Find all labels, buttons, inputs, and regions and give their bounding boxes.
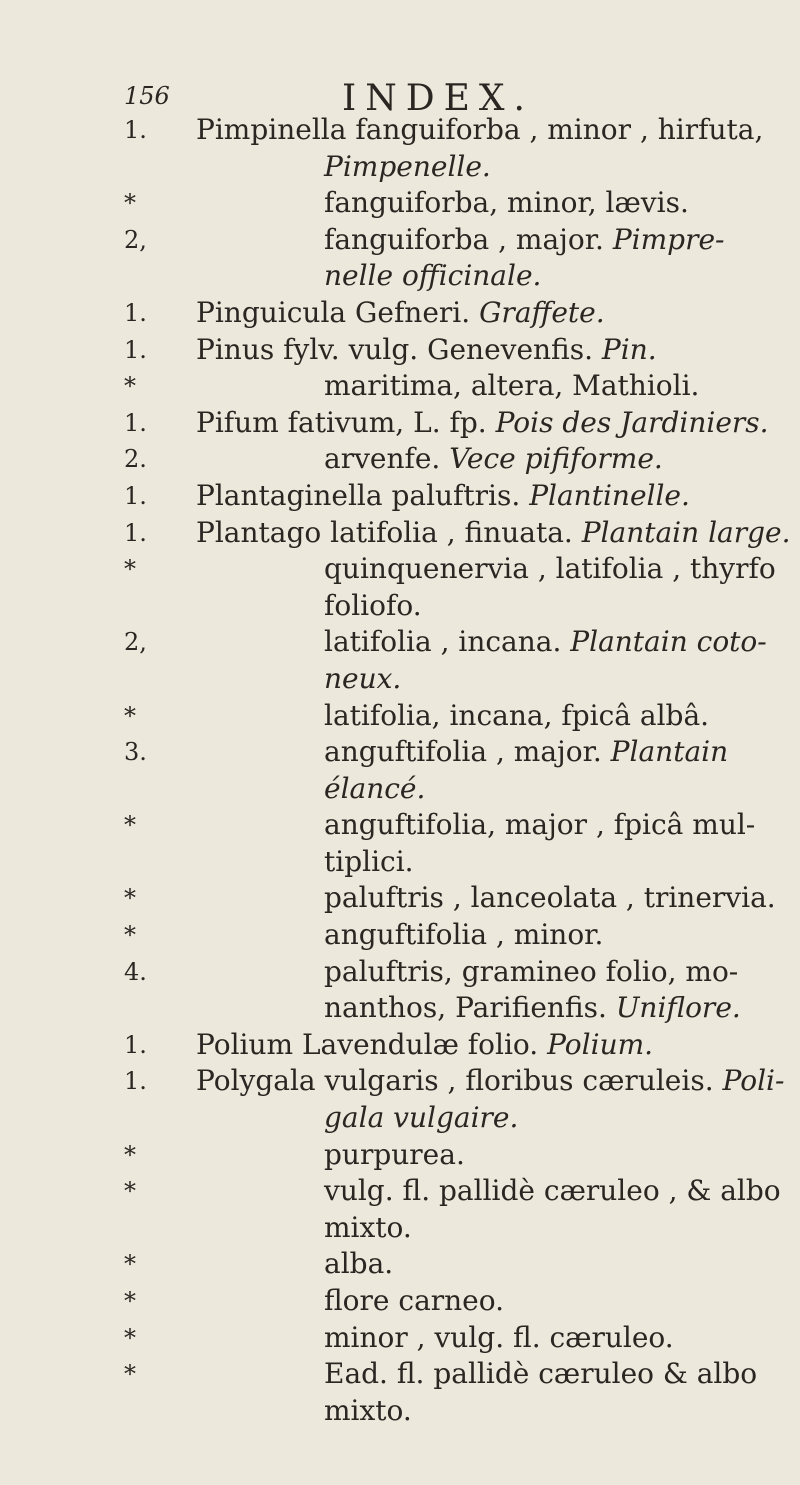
entry-line: [0, 698, 800, 735]
index-entry-species: [0, 880, 800, 917]
entry-line: [0, 295, 800, 332]
french-name: nelle officinale.: [324, 259, 542, 293]
index-entry-species: [0, 954, 800, 1027]
page-title: INDEX.: [342, 78, 534, 119]
latin-name: fanguiforba , major.: [324, 222, 613, 256]
index-entry-species: [0, 222, 800, 295]
index-entry-genus: [0, 332, 800, 369]
index-entry-genus: [0, 1027, 800, 1064]
french-name: Plantain: [610, 735, 729, 769]
entry-marker: *: [124, 701, 136, 730]
index-entry-species: [0, 1320, 800, 1357]
entry-line: [0, 405, 800, 442]
entry-marker: 1.: [124, 1067, 147, 1096]
index-entry-species: [0, 624, 800, 697]
entry-line: [0, 1283, 800, 1320]
entry-marker: 2.: [124, 445, 147, 474]
latin-name: latifolia , incana.: [324, 625, 571, 659]
index-entry-species: [0, 185, 800, 222]
entry-marker: 1.: [124, 116, 147, 144]
index-entry-species: [0, 1173, 800, 1246]
latin-name: Polium Lavendulæ folio.: [196, 1027, 548, 1061]
entry-line: [0, 807, 800, 844]
latin-name: tiplici.: [324, 844, 414, 878]
entry-marker: *: [124, 1323, 136, 1352]
index-entries: [0, 112, 800, 1429]
latin-name: Plantago latifolia , finuata.: [196, 515, 582, 549]
french-name: Vece pififorme.: [449, 442, 663, 476]
entry-marker: *: [124, 921, 136, 950]
french-name: gala vulgaire.: [324, 1101, 519, 1135]
entry-line: [0, 185, 800, 222]
index-entry-species: [0, 441, 800, 478]
entry-line: [0, 112, 800, 149]
index-entry-species: [0, 1283, 800, 1320]
latin-name: flore carneo.: [324, 1284, 505, 1317]
entry-line: [0, 1063, 800, 1100]
index-entry-species: [0, 368, 800, 405]
entry-line: [0, 1137, 800, 1174]
latin-name: paluftris, gramineo folio, mo-: [324, 954, 739, 988]
latin-name: Pinus fylv. vulg. Genevenfis.: [196, 332, 602, 366]
entry-marker: 2,: [124, 225, 147, 254]
entry-line: [0, 1173, 800, 1210]
latin-name: paluftris , lanceolata , trinervia.: [324, 881, 776, 915]
entry-line: [0, 478, 800, 515]
index-entry-genus: [0, 405, 800, 442]
index-entry-species: [0, 807, 800, 880]
index-entry-genus: [0, 515, 800, 552]
entry-line: [0, 1320, 800, 1357]
entry-line: [0, 1356, 800, 1393]
latin-name: anguftifolia , minor.: [324, 918, 604, 952]
latin-name: mixto.: [324, 1393, 412, 1427]
entry-line: [0, 258, 800, 295]
latin-name: purpurea.: [324, 1137, 465, 1171]
latin-name: anguftifolia, major , fpicâ mul-: [324, 808, 756, 842]
entry-marker: *: [124, 1287, 136, 1315]
latin-name: Ead. fl. pallidè cæruleo & albo: [324, 1357, 758, 1391]
index-entry-genus: [0, 1063, 800, 1136]
entry-line: [0, 661, 800, 698]
entry-line: [0, 771, 800, 808]
index-entry-species: [0, 1356, 800, 1429]
index-entry-species: [0, 551, 800, 624]
entry-line: [0, 368, 800, 405]
french-name: Plantinelle.: [529, 478, 690, 512]
latin-name: fanguiforba, minor, lævis.: [324, 186, 689, 220]
latin-name: mixto.: [324, 1210, 412, 1244]
entry-line: [0, 332, 800, 369]
entry-marker: 1.: [124, 408, 147, 437]
entry-line: [0, 917, 800, 954]
entry-marker: *: [124, 189, 136, 218]
entry-marker: 1.: [124, 518, 147, 547]
latin-name: minor , vulg. fl. cæruleo.: [324, 1320, 674, 1354]
entry-marker: *: [124, 555, 136, 584]
entry-marker: *: [124, 1250, 136, 1279]
french-name: Polium.: [547, 1027, 654, 1061]
index-entry-species: [0, 698, 800, 735]
index-entry-species: [0, 1246, 800, 1283]
entry-marker: *: [124, 1177, 136, 1206]
entry-marker: 1.: [124, 335, 147, 364]
entry-marker: 1.: [124, 481, 147, 510]
latin-name: anguftifolia , major.: [324, 735, 611, 769]
index-entry-species: [0, 1137, 800, 1174]
entry-line: [0, 441, 800, 478]
french-name: Pimpre-: [612, 222, 725, 256]
french-name: Plantain coto-: [570, 625, 767, 659]
latin-name: quinquenervia , latifolia , thyrfo: [324, 552, 776, 586]
latin-name: Plantaginella paluftris.: [196, 478, 530, 512]
entry-line: [0, 1393, 800, 1430]
latin-name: alba.: [324, 1247, 394, 1281]
entry-line: [0, 624, 800, 661]
entry-marker: *: [124, 811, 136, 840]
entry-line: [0, 1100, 800, 1137]
index-entry-species: [0, 734, 800, 807]
entry-line: [0, 734, 800, 771]
french-name: Pois des Jardiniers.: [495, 405, 769, 439]
entry-marker: 1.: [124, 1030, 147, 1059]
entry-marker: 4.: [124, 957, 147, 986]
french-name: Plantain large.: [581, 515, 791, 549]
entry-marker: 2,: [124, 628, 147, 657]
entry-line: [0, 149, 800, 186]
entry-line: [0, 880, 800, 917]
french-name: élancé.: [324, 771, 426, 805]
index-entry-genus: [0, 295, 800, 332]
french-name: Pin.: [601, 332, 657, 366]
latin-name: maritima, altera, Mathioli.: [324, 369, 700, 403]
entry-line: [0, 515, 800, 552]
entry-marker: 3.: [124, 738, 147, 767]
latin-name: vulg. fl. pallidè cæruleo , & albo: [324, 1174, 781, 1208]
entry-marker: 1.: [124, 298, 147, 327]
page-number: 156: [124, 82, 170, 110]
index-entry-genus: [0, 112, 800, 185]
latin-name: arvenfe.: [324, 442, 450, 476]
latin-name: latifolia, incana, fpicâ albâ.: [324, 698, 710, 732]
entry-line: [0, 588, 800, 625]
latin-name: Polygala vulgaris , floribus cæruleis.: [196, 1064, 723, 1098]
entry-line: [0, 222, 800, 259]
latin-name: Pifum fativum, L. fp.: [196, 405, 496, 439]
latin-name: Pimpinella fanguiforba , minor , hirfuta,: [196, 113, 764, 146]
index-entry-species: [0, 917, 800, 954]
entry-line: [0, 1027, 800, 1064]
entry-line: [0, 990, 800, 1027]
entry-line: [0, 1246, 800, 1283]
entry-marker: *: [124, 1360, 136, 1389]
french-name: neux.: [324, 661, 402, 695]
entry-marker: *: [124, 372, 136, 401]
latin-name: foliofo.: [324, 588, 422, 622]
entry-marker: *: [124, 884, 136, 913]
entry-line: [0, 551, 800, 588]
index-entry-genus: [0, 478, 800, 515]
latin-name: Pinguicula Gefneri.: [196, 295, 480, 329]
entry-line: [0, 1210, 800, 1247]
french-name: Uniflore.: [615, 991, 741, 1025]
entry-line: [0, 954, 800, 991]
french-name: Graffete.: [479, 295, 605, 329]
entry-line: [0, 844, 800, 881]
french-name: Pimpenelle.: [324, 149, 491, 183]
french-name: Poli-: [722, 1064, 785, 1098]
entry-marker: *: [124, 1140, 136, 1169]
latin-name: nanthos, Parifienfis.: [324, 991, 616, 1025]
